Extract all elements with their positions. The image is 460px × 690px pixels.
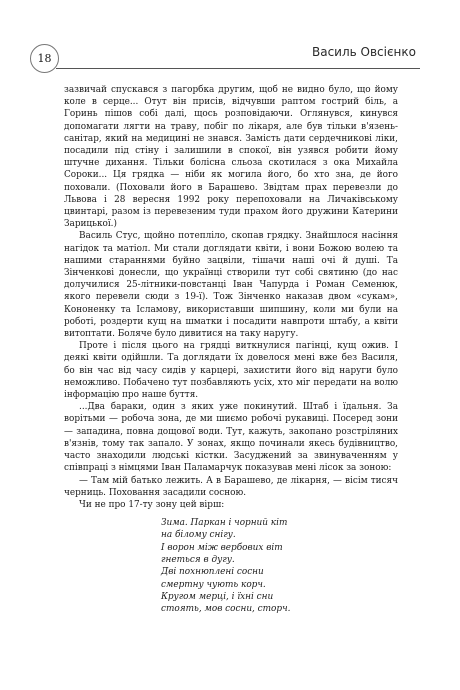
paragraph: Чи не про 17-ту зону цей вірш:: [79, 499, 225, 510]
page-header: [30, 44, 420, 72]
poem: [161, 517, 398, 615]
page-number: 18: [30, 44, 59, 73]
poem-line: І ворон між вербових віт: [161, 542, 283, 553]
paragraph: Василь Стус, щойно потепліло, скопав грядку. Знайшлося насіння нагідок та матіол. Ми стали доглядати квіти, і вони Божою волею та нашими стараннями буйно зацвіли, тішачи наші очі й душі. Та Зінченкові донесли, що українці створили тут собі святиню (до нас долучилися 25-літники-повстанці Іван Чапурда і Роман Семенюк, якого перевели сюди з 19-ї). Тож Зінченко наказав двом «сукам», Кононенку та Ісламову, використавши шипшину, коли ми були на роботі, роздерти кущ на шматки і посадити навпроти штабу, а квіти витоптати. Боляче було дивитися на таку наругу.: [64, 231, 398, 340]
paragraph: Проте і після цього на грядці виткнулися пагінці, кущ ожив. І деякі квіти одійшли. Та доглядати їх довелося мені вже без Василя, бо він час від часу сидів у карцері, захистити його від наруги було неможливо. Побачено тут позбавляють усіх, хто міг передати на волю інформацію про наше буття.: [64, 341, 398, 401]
poem-line: на білому снігу.: [161, 530, 236, 541]
paragraph: ...Два бараки, один з яких уже покинутий. Штаб і їдальня. За ворітьми — робоча зона, де ми шиємо робочі рукавиці. Посеред зони — западина, повна дощової води. Тут, кажуть, закопано розстріляних в'язнів, тому так запало. У зонах, якщо починали якесь будівництво, часто знаходили людські кістки. Засуджений за звинуваченням у співпраці з німцями Іван Паламарчук показував мені лісок за зоною:: [64, 402, 398, 474]
poem-line: стоять, мов сосни, сторч.: [161, 604, 291, 615]
paragraph: — Там мій батько лежить. А в Барашево, де лікарня, — вісім тисяч черниць. Поховання засадили сосною.: [64, 475, 398, 498]
poem-line: Дві похнюплені сосни: [161, 567, 264, 578]
paragraph: зазвичай спускався з пагорбка другим, щоб не видно було, що йому коле в серце... Отут він присів, відчувши раптом гострий біль, а Горинь пішов собі далі, щось розповідаючи. Оглянувся, кинувся допомагати лягти на траву, побіг по лікаря, але був тільки в'язень-санітар, який на медицині не знався. Замість дати сердечникові ліки, посадили під стіну і залишили в спокої, він узявся робити йому штучне дихання. Тільки болісна сльоза скотилася з ока Михайла Сороки... Ця грядка — ніби як могила його, бо хто зна, де його поховали. (Поховали його в Барашево. Звідтам прах перевезли до Львова і 28 вересня 1992 року перепоховали на Личаківському цвинтарі, разом із перевезеним туди прахом його дружини Катерини Зарицької.): [64, 85, 398, 230]
poem-line: Зима. Паркан і чорний кіт: [161, 518, 288, 529]
poem-line: Кругом мерці, і їхні сни: [161, 591, 274, 602]
poem-line: гнеться в дугу.: [161, 555, 235, 565]
header-rule: [56, 68, 420, 69]
body-text: [64, 84, 398, 615]
poem-line: смертну чують корч.: [161, 579, 266, 590]
running-head-author: Василь Овсієнко: [311, 45, 416, 59]
